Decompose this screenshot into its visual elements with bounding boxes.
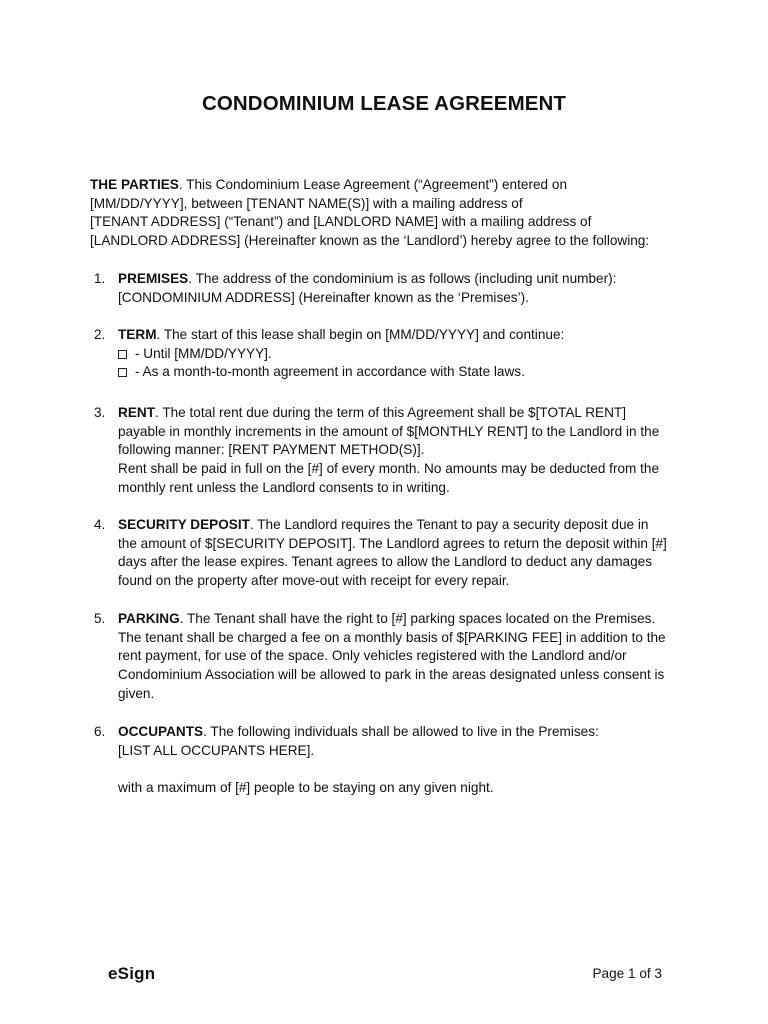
occupants-maximum: with a maximum of [#] people to be staying on any given night. (118, 780, 494, 795)
term-option-monthly: - As a month-to-month agreement in accordance with State laws. (118, 363, 564, 382)
esign-logo: eSign (108, 964, 156, 983)
section-heading: PREMISES (118, 271, 189, 286)
section-occupants: OCCUPANTS. The following individuals shall be allowed to live in the Premises: [LIST ALL OCCUPANTS HERE]. (118, 724, 599, 758)
section-parking: PARKING. The Tenant shall have the right to [#] parking spaces located on the Premises. The tenant shall be charged a fee on a monthly basis of $[PARKING FEE] in addition to the rent payment, for use of the space. Only vehicles registered with the Landlord and/or Condominium Association will be allowed to park in the areas designated unless consent is given. (118, 611, 666, 701)
section-number: 4. (94, 517, 106, 532)
section-heading: PARKING (118, 611, 180, 626)
checkbox-until-date[interactable] (118, 350, 127, 359)
section-number: 3. (94, 405, 106, 420)
section-rent: RENT. The total rent due during the term of this Agreement shall be $[TOTAL RENT] payable in monthly increments in the amount of $[MONTHLY RENT] to the Landlord in the following manner: [RENT PAYMENT METHOD(S)]. Rent shall be paid in full on the [#] of every month. No amounts may be deducted from the monthly rent unless the Landlord consents to in writing. (118, 405, 660, 495)
term-option-fixed: - Until [MM/DD/YYYY]. (118, 345, 564, 364)
section-number: 2. (94, 327, 106, 342)
checkbox-month-to-month[interactable] (118, 368, 127, 377)
section-security-deposit: SECURITY DEPOSIT. The Landlord requires the Tenant to pay a security deposit due in the amount of $[SECURITY DEPOSIT]. The Landlord agrees to return the deposit within [#] days after the lease expires. Tenant agrees to allow the Landlord to deduct any damages found on the property after move-out with receipt for every repair. (118, 517, 667, 589)
section-heading: RENT (118, 405, 156, 420)
section-heading: OCCUPANTS (118, 724, 204, 739)
section-term: TERM. The start of this lease shall begin on [MM/DD/YYYY] and continue: - Until [MM/DD/YYYY]. - As a month-to-month agreement in accordance with State laws. (118, 326, 564, 382)
section-number: 1. (94, 271, 106, 286)
section-number: 5. (94, 611, 106, 626)
parties-paragraph: THE PARTIES. This Condominium Lease Agreement (“Agreement”) entered on [MM/DD/YYYY], between [TENANT NAME(S)] with a mailing address of [TENANT ADDRESS] (“Tenant”) and [LANDLORD NAME] with a mailing address of [LANDLORD ADDRESS] (Hereinafter known as the ‘Landlord’) hereby agree to the following: (90, 177, 650, 249)
section-number: 6. (94, 724, 106, 739)
section-heading: SECURITY DEPOSIT (118, 517, 250, 532)
section-heading: TERM (118, 327, 157, 342)
section-premises: PREMISES. The address of the condominium is as follows (including unit number): [CONDOMINIUM ADDRESS] (Hereinafter known as the ‘Premises’). (118, 271, 617, 305)
document-title: CONDOMINIUM LEASE AGREEMENT (201, 92, 567, 115)
parties-heading: THE PARTIES (90, 177, 179, 192)
page-indicator: Page 1 of 3 (592, 966, 662, 981)
